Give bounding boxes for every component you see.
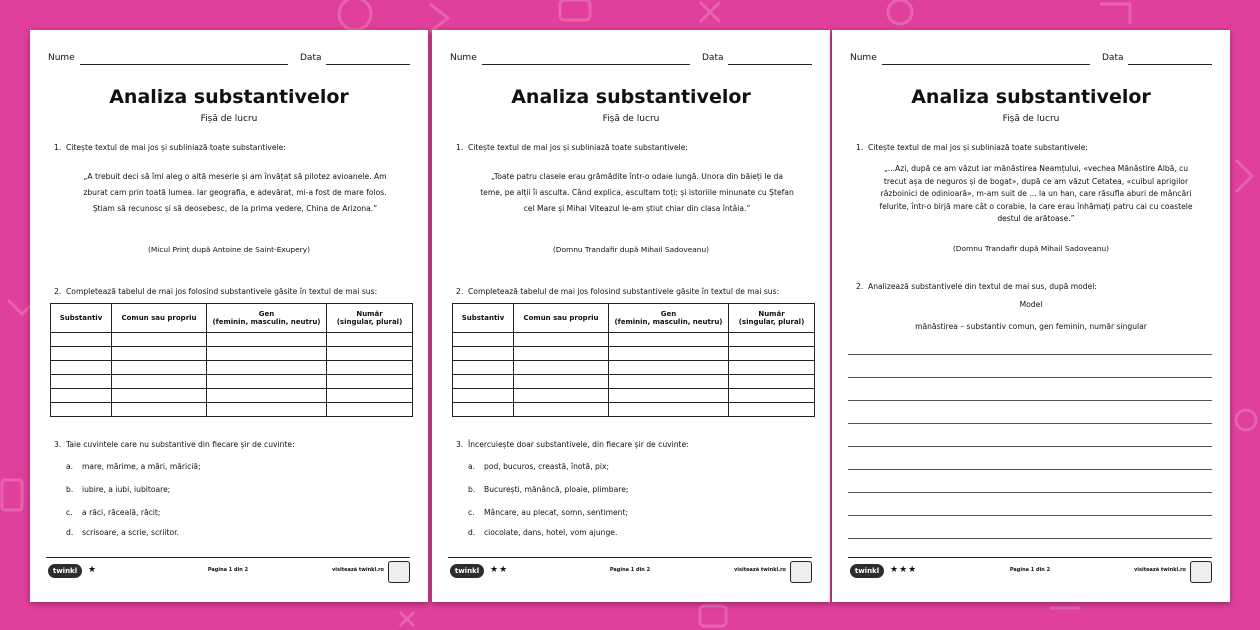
date-label: Data (300, 53, 322, 63)
question-number: 2. (456, 287, 464, 296)
table-row (453, 403, 815, 417)
question-text: Analizează substantivele din textul de mai sus, după model: (868, 282, 1097, 291)
model-label: Model (1019, 300, 1043, 309)
writing-line (848, 377, 1212, 378)
quality-badge-icon (790, 561, 812, 583)
date-line (1128, 64, 1212, 65)
question-number: 1. (54, 143, 62, 152)
quote-line: felurite, într-o birjă mare cât o corabie, la care erau înhămați patru cai cu coastele (879, 201, 1193, 211)
table-row (453, 347, 815, 361)
question-text: Citește textul de mai jos și subliniază toate substantivele: (468, 143, 688, 152)
page-number: Pagina 1 din 2 (207, 567, 249, 573)
writing-line (848, 492, 1212, 493)
quote-line: trecut așa de neguros și de bogat», după ce am văzut Cetatea, «cuibul aprigilor (883, 176, 1189, 186)
quote-line: „Toate patru clasele erau grămădite într-o odaie lungă. Unora din băieți le da (490, 172, 784, 181)
twinkl-logo: twinkl (850, 564, 884, 578)
option-b: b. București, mănâncă, ploaie, plimbare; (468, 485, 629, 494)
name-label: Nume (48, 53, 75, 63)
table-row (453, 361, 815, 375)
question-number: 3. (54, 440, 62, 449)
quote-line: „A trebuit deci să îmi aleg o altă meserie și am învățat să pilotez avioanele. Am (83, 172, 387, 181)
page-footer (46, 557, 410, 584)
page-number: Pagina 1 din 2 (609, 567, 651, 573)
option-d: d. scrisoare, a scrie, scriitor. (66, 528, 179, 537)
worksheet-page-2 (432, 30, 830, 602)
name-line (482, 64, 690, 65)
worksheet-subtitle: Fișă de lucru (1002, 114, 1060, 124)
quote-source: (Domnu Trandafir după Mihail Sadoveanu) (552, 245, 710, 254)
page-footer (848, 557, 1212, 584)
twinkl-logo: twinkl (48, 564, 82, 578)
question-number: 2. (856, 282, 864, 291)
worksheet-subtitle: Fișă de lucru (200, 114, 258, 124)
table-row (51, 361, 413, 375)
question-number: 1. (856, 143, 864, 152)
table-header: Gen (feminin, masculin, neutru) (609, 304, 729, 333)
date-line (728, 64, 812, 65)
model-example: mănăstirea – substantiv comun, gen feminin, număr singular (915, 322, 1147, 331)
name-date-row (450, 53, 812, 67)
date-line (326, 64, 410, 65)
option-b: b. iubire, a iubi, iubitoare; (66, 485, 171, 494)
quality-badge-icon (1190, 561, 1212, 583)
quote-source: (Micul Prinț după Antoine de Saint-Exupery) (148, 245, 310, 254)
question-text: Completează tabelul de mai jos folosind substantivele găsite în textul de mai sus: (66, 287, 378, 296)
twinkl-logo: twinkl (450, 564, 484, 578)
question-text: Încercuiește doar substantivele, din fiecare șir de cuvinte: (468, 440, 689, 449)
answer-table (452, 303, 815, 417)
quote-line: războinici de odinioară», m-am suit de ... la un han, care răsufla aburi de mâncări (880, 189, 1192, 198)
question-text: Completează tabelul de mai jos folosind substantivele găsite în textul de mai sus: (468, 287, 780, 296)
site-link: visitează twinkl.ro (734, 567, 786, 573)
writing-line (848, 423, 1212, 424)
difficulty-stars: ★★ (490, 565, 509, 575)
quote-text (478, 169, 796, 217)
question-number: 2. (54, 287, 62, 296)
quote-line: Știam să recunosc și să deosebesc, de la prima vedere, China de Arizona.” (92, 204, 378, 213)
site-link: visitează twinkl.ro (332, 567, 384, 573)
writing-line (848, 515, 1212, 516)
writing-line (848, 446, 1212, 447)
quote-line: cel Mare și Mihai Viteazul le-am știut chiar din clasa întâia.” (523, 204, 751, 213)
quote-line: „...Azi, după ce am văzut iar mănăstirea Neamțului, «vechea Mănăstire Albă, cu (883, 164, 1189, 173)
question-1 (54, 143, 412, 153)
difficulty-stars: ★ (88, 565, 98, 575)
page-number: Pagina 1 din 2 (1009, 567, 1051, 573)
option-c: c. Mâncare, au plecat, somn, sentiment; (468, 508, 629, 517)
quote-text (76, 169, 394, 217)
quality-badge-icon (388, 561, 410, 583)
writing-line (848, 469, 1212, 470)
question-2 (856, 282, 1214, 292)
worksheet-title: Analiza substantivelor (511, 86, 751, 108)
question-2 (456, 287, 814, 297)
question-text: Taie cuvintele care nu substantive din fiecare șir de cuvinte: (66, 440, 295, 449)
name-line (80, 64, 288, 65)
table-row (453, 375, 815, 389)
question-number: 1. (456, 143, 464, 152)
name-line (882, 64, 1090, 65)
question-1 (456, 143, 814, 153)
table-row (51, 389, 413, 403)
table-row (51, 375, 413, 389)
difficulty-stars: ★★★ (890, 565, 918, 575)
quote-line: teme, pe alții îi asculta. Când explica, ascultam toți; și istoriile minunate cu Ștefan (480, 188, 794, 197)
name-label: Nume (450, 53, 477, 63)
worksheet-title: Analiza substantivelor (109, 86, 349, 108)
date-label: Data (702, 53, 724, 63)
table-header: Substantiv (51, 304, 112, 333)
question-text: Citește textul de mai jos și subliniază toate substantivele: (868, 143, 1088, 152)
question-number: 3. (456, 440, 464, 449)
worksheet-page-1 (30, 30, 428, 602)
question-2 (54, 287, 412, 297)
table-row (51, 333, 413, 347)
question-text: Citește textul de mai jos și subliniază toate substantivele: (66, 143, 286, 152)
quote-source: (Domnu Trandafir după Mihail Sadoveanu) (952, 244, 1110, 253)
answer-table (50, 303, 413, 417)
table-row (453, 389, 815, 403)
quote-line: zburat cam prin toată lumea. Iar geografia, e adevărat, mi-a fost de mare folos. (83, 188, 387, 197)
table-header: Număr (singular, plural) (327, 304, 413, 333)
question-3 (54, 440, 412, 450)
option-d: d. ciocolate, dans, hotel, vom ajunge. (468, 528, 618, 537)
quote-line: destul de arătoase.” (997, 214, 1075, 223)
option-c: c. a răci, răceală, răcit; (66, 508, 161, 517)
question-3 (456, 440, 814, 450)
date-label: Data (1102, 53, 1124, 63)
name-date-row (850, 53, 1212, 67)
option-a: a. pod, bucuros, creastă, înotă, pix; (468, 462, 609, 471)
worksheet-title: Analiza substantivelor (911, 86, 1151, 108)
table-row (453, 333, 815, 347)
name-date-row (48, 53, 410, 67)
table-header: Substantiv (453, 304, 514, 333)
writing-line (848, 354, 1212, 355)
question-1 (856, 143, 1214, 153)
table-row (51, 403, 413, 417)
worksheet-page-3 (832, 30, 1230, 602)
page-footer (448, 557, 812, 584)
writing-line (848, 538, 1212, 539)
worksheet-subtitle: Fișă de lucru (602, 114, 660, 124)
table-row (51, 347, 413, 361)
writing-line (848, 400, 1212, 401)
table-header: Gen (feminin, masculin, neutru) (207, 304, 327, 333)
option-a: a. mare, mărime, a mări, măriciă; (66, 462, 201, 471)
name-label: Nume (850, 53, 877, 63)
site-link: visitează twinkl.ro (1134, 567, 1186, 573)
quote-text (872, 163, 1200, 226)
table-header: Comun sau propriu (112, 304, 207, 333)
table-header: Număr (singular, plural) (729, 304, 815, 333)
table-header: Comun sau propriu (514, 304, 609, 333)
